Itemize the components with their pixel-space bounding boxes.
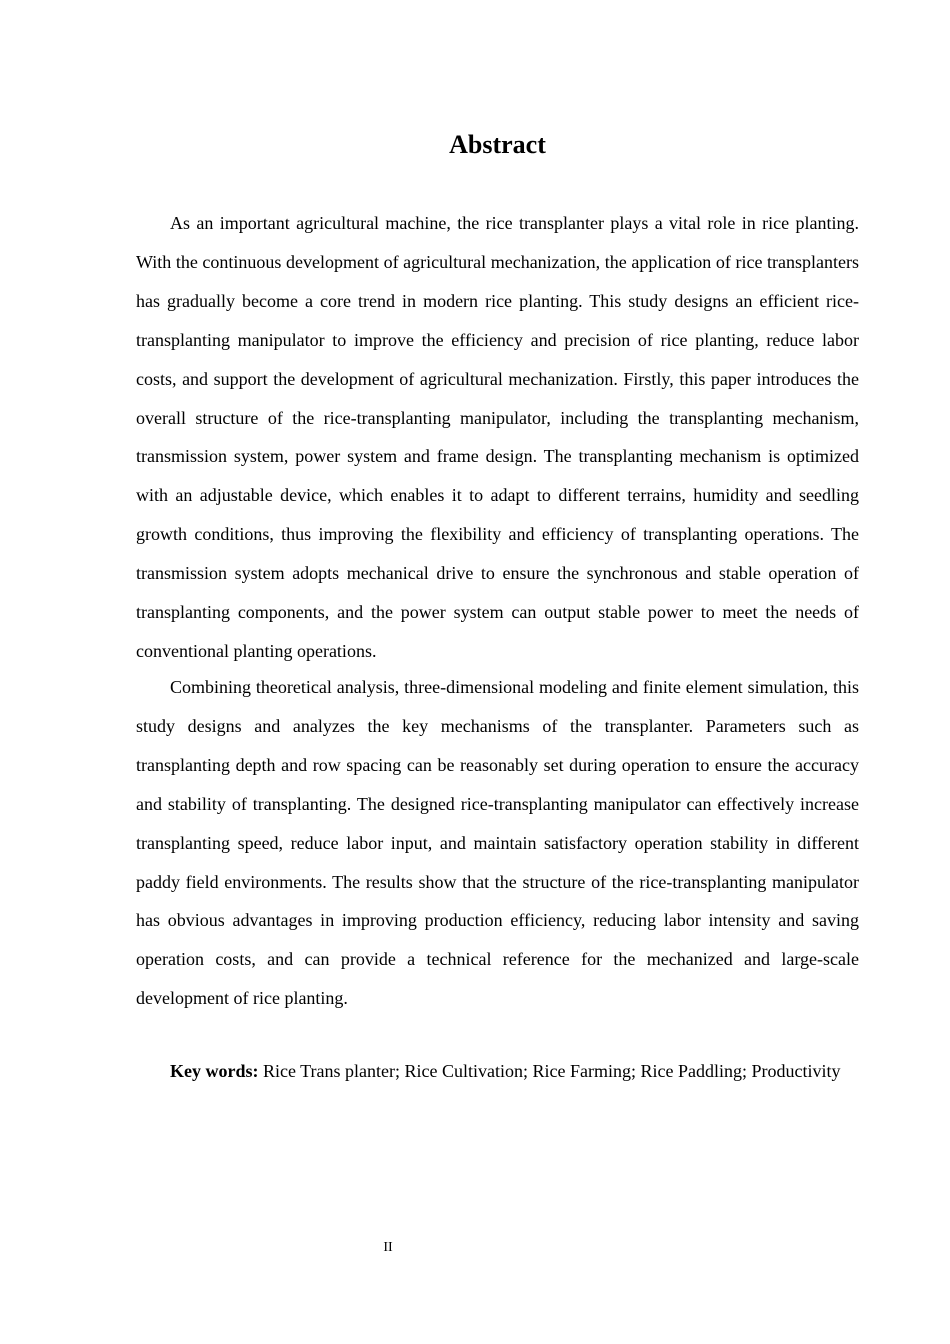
keywords-label: Key words: [170,1061,259,1081]
abstract-paragraph-2: Combining theoretical analysis, three-dimensional modeling and finite element simulation, this study designs and analyzes the key mechanisms of the transplanter. Parameters such as transplanting depth and row spacing can be reasonably set during operation to ensure the accuracy and stability of transplanting. The designed rice-transplanting manipulator can effectively increase transplanting speed, reduce labor input, and maintain satisfactory operation stability in different paddy field environments. The results show that the structure of the rice-transplanting manipulator has obvious advantages in improving production efficiency, reducing labor intensity and saving operation costs, and can provide a technical reference for the mechanized and large-scale development of rice planting. [136,677,859,1009]
keywords-text: Rice Trans planter; Rice Cultivation; Rice Farming; Rice Paddling; Productivity [258,1061,841,1081]
keywords-paragraph [136,1052,859,1091]
page-number: II [383,1240,393,1255]
abstract-paragraph-1: As an important agricultural machine, the rice transplanter plays a vital role in rice planting. With the continuous development of agricultural mechanization, the application of rice transplanters has gradually become a core trend in modern rice planting. This study designs an efficient rice-transplanting manipulator to improve the efficiency and precision of rice planting, reduce labor costs, and support the development of agricultural mechanization. Firstly, this paper introduces the overall structure of the rice-transplanting manipulator, including the transplanting mechanism, transmission system, power system and frame design. The transplanting mechanism is optimized with an adjustable device, which enables it to adapt to different terrains, humidity and seedling growth conditions, thus improving the flexibility and efficiency of transplanting operations. The transmission system adopts mechanical drive to ensure the synchronous and stable operation of transplanting components, and the power system can output stable power to meet the needs of conventional planting operations. [136,213,859,661]
abstract-title: Abstract [449,130,546,159]
